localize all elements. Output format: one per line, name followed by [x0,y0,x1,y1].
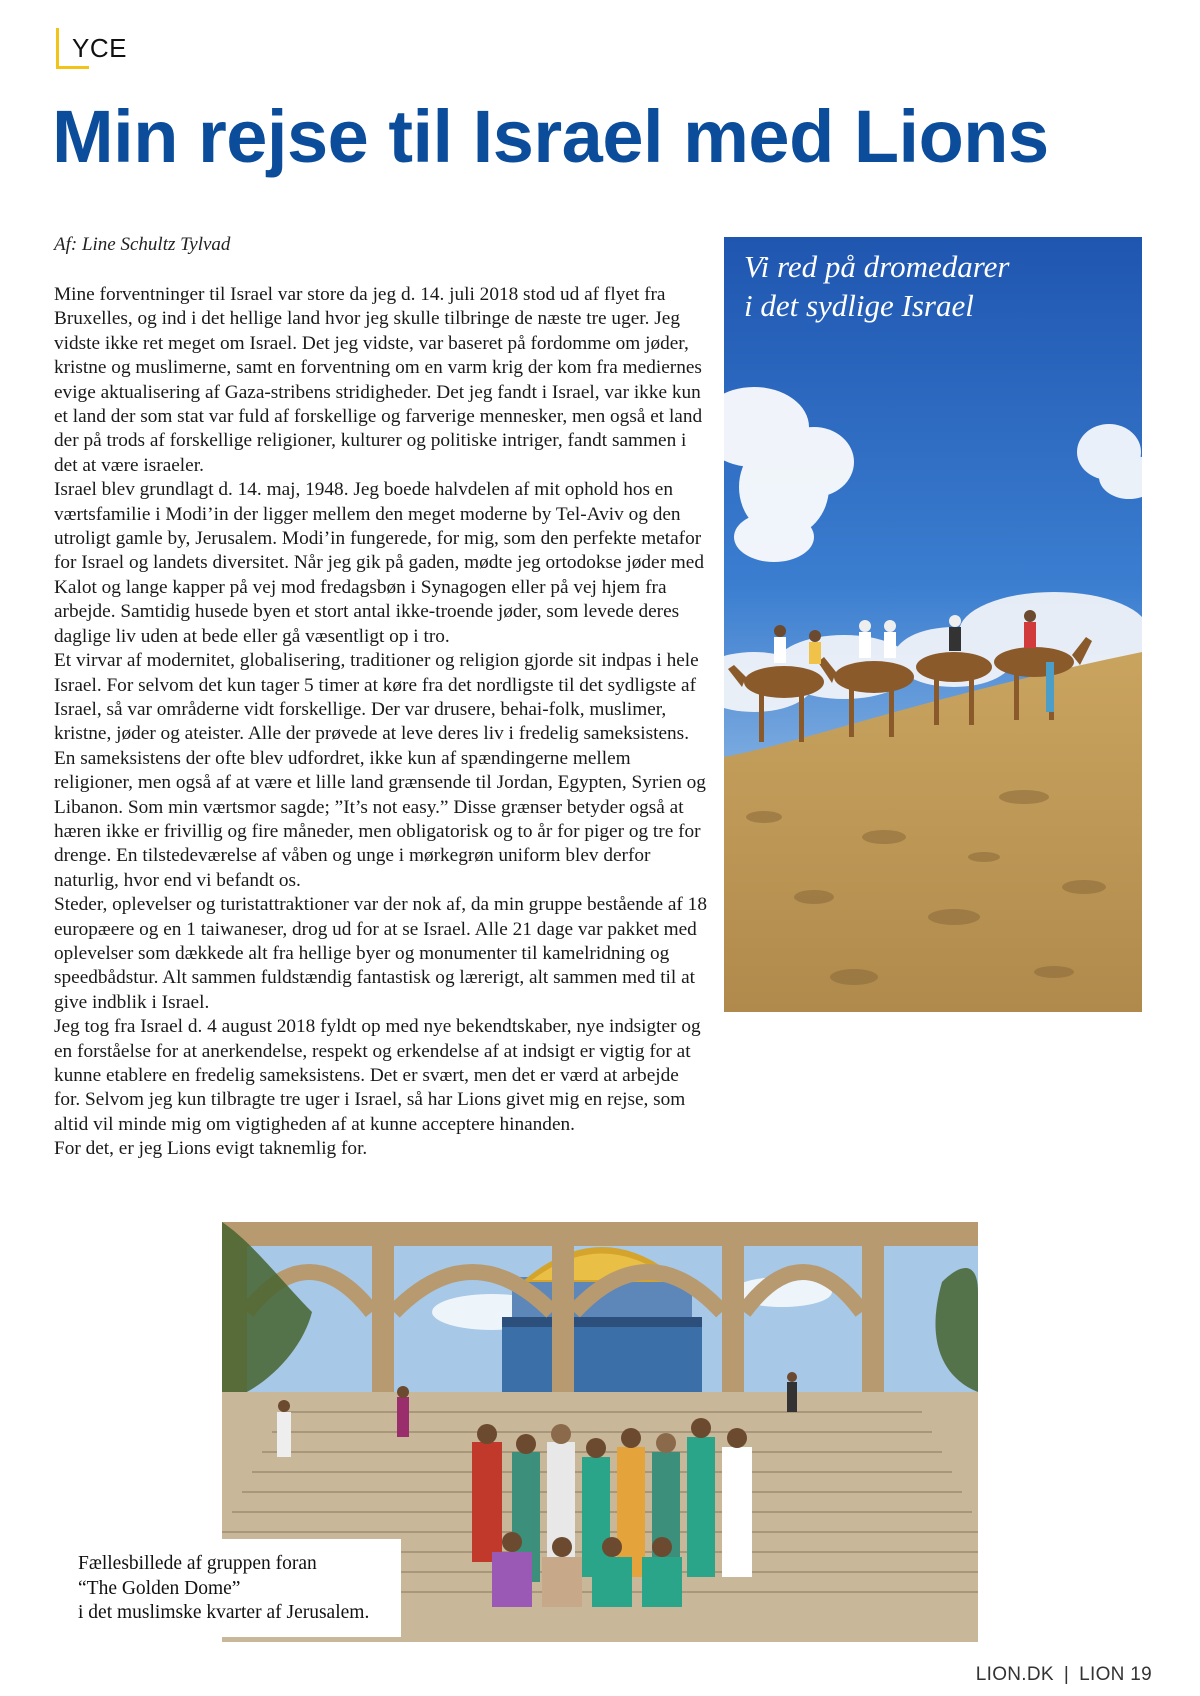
camel-photo-caption: Vi red på dromedarer i det sydlige Israel [744,249,1010,323]
page-footer [976,1664,1152,1686]
paragraph: Et virvar af modernitet, globalisering, traditioner og religion gjorde sit indpas i hele Israel. For selvom det kun tager 5 timer at køre fra det nordligste til det sydligste af Israel, så var områderne vidt forskellige. Der var drusere, behai-folk, muslimer, kristne, jøder og ateister. Alle der prøvede at leve deres liv i fredelig sameksistens. [54,650,699,745]
footer-separator: | [1063,1664,1070,1685]
paragraph: Mine forventninger til Israel var store da jeg d. 14. juli 2018 stod ud af flyet fra Bruxelles, og ind i det hellige land hvor jeg skulle tilbringe de næste tre uger. Jeg vidste ikke ret meget om Israel. Det jeg vidste, var baseret på fordomme om jøder, kristne og muslimerne, samt en forventning om en varm krig der kom fra mediernes evige aktualisering af Gaza-stribens stridigheder. Det jeg fandt i Israel, var ikke kun et land der som stat var fuld af forskellige og farverige mennesker, men også et land der på trods af forskellige religioner, kulturer og politiske intriger, fandt sammen i det at være israeler. [54,284,703,476]
article-title: Min rejse til Israel med Lions [52,95,1049,178]
paragraph: Steder, oplevelser og turistattraktioner var der nok af, da min gruppe bestående af 18 europæere og en 1 taiwaneser, drog ud for at se Israel. Alle 21 dage var pakket med oplevelser som dækkede alt fra hellige byer og monumenter til kamelridning og speedbådstur. Alt sammen fuldstændig fantastisk og lærerigt, alt sammen med til at give indblik i Israel. [54,894,707,1013]
footer-site: LION.DK [975,1664,1054,1685]
article-body [54,283,709,1162]
paragraph: Israel blev grundlagt d. 14. maj, 1948. Jeg boede halvdelen af mit ophold hos en værtsfamilie i Modi’in der ligger mellem den meget moderne by Tel-Aviv og den utroligt gamle by, Jerusalem. Modi’in fungerede, for mig, som den perfekte metafor for Israel og landets diversitet. Når jeg gik på gaden, mødte jeg ortodokse jøder med Kalot og lange kapper på vej mod fredagsbøn i Synagogen eller på vej hjem fra arbejde. Samtidig husede byen et stort antal ikke-troende jøder, som levede deres daglige liv uden at bede eller gå væsentligt op i tro. [54,479,705,647]
byline: Af: Line Schultz Tylvad [54,234,231,255]
camel-ride-illustration [724,237,1142,1012]
paragraph: Jeg tog fra Israel d. 4 august 2018 fyldt op med nye bekendtskaber, nye indsigter og en forståelse for at anerkendelse, respekt og erkendelse af at indsigt er vigtig for at kunne etablere en fredelig sameksistens. Det er svært, men det er værd at arbejde for. Selvom jeg kun tilbragte tre uger i Israel, så har Lions givet mig en rejse, som altid vil minde mig om vigtigheden af at kunne acceptere hinanden. [54,1016,701,1135]
paragraph: For det, er jeg Lions evigt taknemlig for. [54,1138,368,1160]
page-number: LION 19 [1079,1664,1152,1685]
dome-photo-caption: Fællesbillede af gruppen foran “The Golden Dome” i det muslimske kvarter af Jerusalem. [60,1539,401,1637]
section-label: YCE [72,33,127,63]
paragraph: En sameksistens der ofte blev udfordret, ikke kun af spændingerne mellem religioner, men også af at være et lille land grænsende til Jordan, Egypten, Syrien og Libanon. Som min værtsmor sagde; ”It’s not easy.” Disse grænser betyder også at hæren ikke er frivillig og fire måneder, men obligatorisk og to år for piger og tre for drenge. En tilstedeværelse af våben og unge i mørkegrøn uniform blev derfor naturlig, hvor end vi befandt os. [54,747,706,891]
camel-ride-photo [724,237,1142,1012]
